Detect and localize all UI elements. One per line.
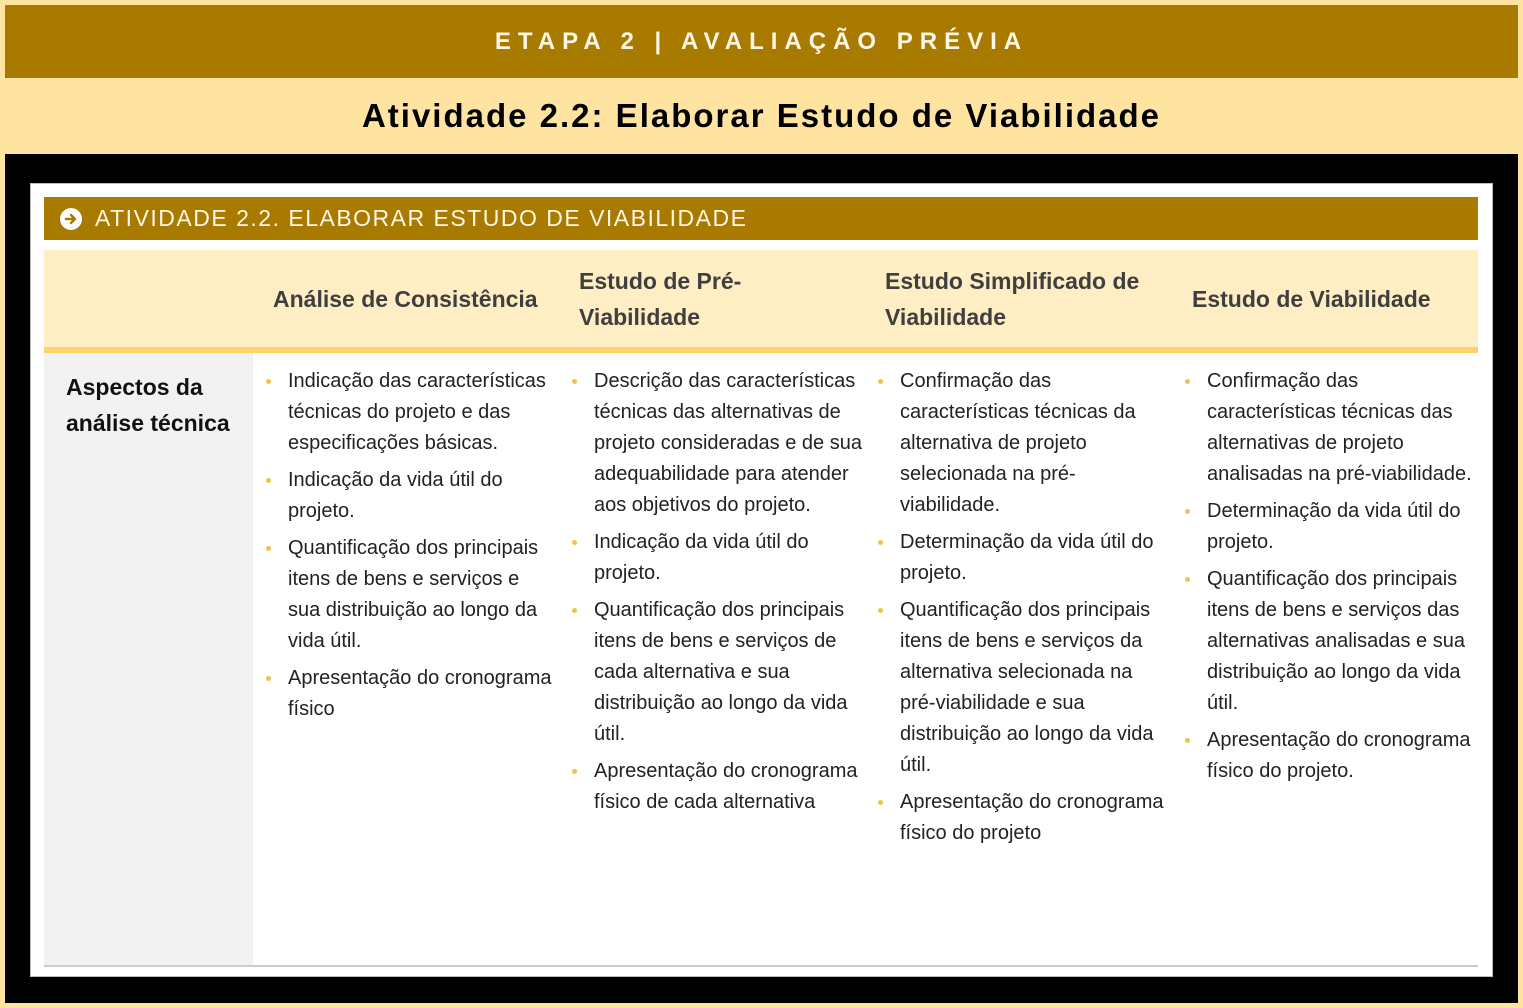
panel-title: ATIVIDADE 2.2. ELABORAR ESTUDO DE VIABILIDADE bbox=[95, 205, 748, 231]
bullet-icon bbox=[878, 540, 883, 545]
bullet-icon bbox=[572, 608, 577, 613]
list-item: Confirmação das características técnicas das alternativas de projeto analisadas na pré-viabilidade. bbox=[1185, 366, 1475, 490]
list-item: Quantificação dos principais itens de bens e serviços da alternativa selecionada na pré-viabilidade e sua distribuição ao longo da vida útil. bbox=[878, 595, 1166, 781]
column-header-analise-consistencia: Análise de Consistência bbox=[273, 285, 538, 312]
bullet-icon bbox=[1185, 738, 1190, 743]
bullet-icon bbox=[266, 546, 271, 551]
list-item: Apresentação do cronograma físico do projeto. bbox=[1185, 725, 1475, 787]
bullet-icon bbox=[266, 676, 271, 681]
bullet-icon bbox=[572, 379, 577, 384]
comparison-table bbox=[44, 250, 1478, 966]
bullet-icon bbox=[878, 608, 883, 613]
bullet-icon bbox=[1185, 577, 1190, 582]
cell-estudo-viabilidade bbox=[1185, 366, 1475, 793]
bullet-icon bbox=[572, 540, 577, 545]
slide-frame bbox=[5, 5, 1518, 1003]
list-item: Quantificação dos principais itens de bens e serviços e sua distribuição ao longo da vida útil. bbox=[266, 533, 554, 657]
panel-header bbox=[44, 197, 1478, 240]
table-bottom-divider bbox=[44, 965, 1478, 967]
bullet-icon bbox=[266, 478, 271, 483]
list-item: Determinação da vida útil do projeto. bbox=[1185, 496, 1475, 558]
column-header-estudo-viabilidade: Estudo de Viabilidade bbox=[1192, 285, 1431, 312]
bullet-icon bbox=[878, 800, 883, 805]
list-item: Determinação da vida útil do projeto. bbox=[878, 527, 1166, 589]
column-header-pre-viabilidade: Estudo de Pré-Viabilidade bbox=[579, 267, 742, 330]
list-item: Confirmação das características técnicas da alternativa de projeto selecionada na pré-viabilidade. bbox=[878, 366, 1166, 521]
table-header-row bbox=[44, 250, 1478, 353]
bullet-icon bbox=[266, 379, 271, 384]
cell-pre-viabilidade bbox=[572, 366, 864, 824]
list-item: Apresentação do cronograma físico do projeto bbox=[878, 787, 1166, 849]
list-item: Apresentação do cronograma físico de cada alternativa bbox=[572, 756, 864, 818]
list-item: Descrição das características técnicas das alternativas de projeto consideradas e de sua adequabilidade para atender aos objetivos do projeto. bbox=[572, 366, 864, 521]
cell-analise-consistencia bbox=[266, 366, 554, 731]
cell-estudo-simplificado bbox=[878, 366, 1166, 855]
list-item: Quantificação dos principais itens de bens e serviços das alternativas analisadas e sua distribuição ao longo da vida útil. bbox=[1185, 564, 1475, 719]
activity-title: Atividade 2.2: Elaborar Estudo de Viabilidade bbox=[5, 78, 1518, 154]
column-header-estudo-simplificado: Estudo Simplificado de Viabilidade bbox=[885, 267, 1140, 330]
arrow-right-circle-icon bbox=[60, 208, 82, 230]
bullet-icon bbox=[572, 769, 577, 774]
list-item: Indicação da vida útil do projeto. bbox=[572, 527, 864, 589]
row-label: Aspectos da análise técnica bbox=[66, 374, 230, 436]
stage-title: ETAPA 2 | AVALIAÇÃO PRÉVIA bbox=[5, 5, 1518, 78]
list-item: Apresentação do cronograma físico bbox=[266, 663, 554, 725]
list-item: Indicação das características técnicas do projeto e das especificações básicas. bbox=[266, 366, 554, 459]
row-label-cell bbox=[44, 353, 253, 966]
bullet-icon bbox=[878, 379, 883, 384]
activity-panel bbox=[30, 183, 1493, 977]
list-item: Quantificação dos principais itens de bens e serviços de cada alternativa e sua distribuição ao longo da vida útil. bbox=[572, 595, 864, 750]
bullet-icon bbox=[1185, 379, 1190, 384]
bullet-icon bbox=[1185, 509, 1190, 514]
list-item: Indicação da vida útil do projeto. bbox=[266, 465, 554, 527]
